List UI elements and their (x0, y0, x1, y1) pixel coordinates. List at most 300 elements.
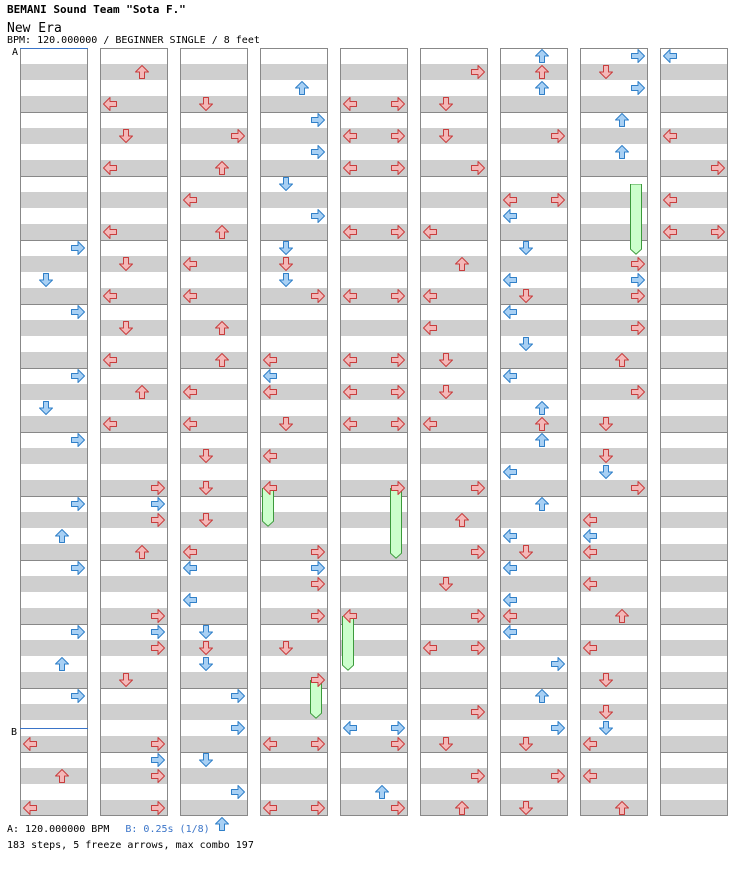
arrow-down-icon (278, 240, 294, 256)
beat-stripe (661, 384, 727, 400)
arrow-right-icon (390, 720, 406, 736)
arrow-right-icon (470, 544, 486, 560)
beat-stripe (181, 448, 247, 464)
arrow-left-icon (342, 416, 358, 432)
beat-stripe (21, 256, 87, 272)
arrow-left-icon (262, 368, 278, 384)
arrow-left-icon (262, 448, 278, 464)
beat-stripe (341, 192, 407, 208)
arrow-down-icon (598, 416, 614, 432)
arrow-right-icon (390, 736, 406, 752)
arrow-right-icon (390, 384, 406, 400)
beat-stripe (501, 320, 567, 336)
beat-stripe (501, 736, 567, 752)
measure (580, 624, 648, 688)
beat-stripe (341, 768, 407, 784)
arrow-right-icon (630, 272, 646, 288)
marker-a-label: A (12, 47, 19, 58)
arrow-right-icon (630, 288, 646, 304)
arrow-up-icon (374, 784, 390, 800)
arrow-down-icon (198, 752, 214, 768)
arrow-right-icon (150, 512, 166, 528)
beat-stripe (101, 576, 167, 592)
beat-stripe (181, 672, 247, 688)
measure (420, 624, 488, 688)
beat-stripe (421, 128, 487, 144)
arrow-left-icon (422, 224, 438, 240)
marker-line-a (20, 48, 88, 49)
arrow-left-icon (502, 624, 518, 640)
arrow-down-icon (118, 672, 134, 688)
arrow-up-icon (614, 800, 630, 816)
arrow-up-icon (454, 512, 470, 528)
arrow-right-icon (470, 480, 486, 496)
beat-stripe (581, 64, 647, 80)
beat-stripe (581, 704, 647, 720)
measure (660, 240, 728, 304)
beat-stripe (581, 160, 647, 176)
arrow-left-icon (342, 720, 358, 736)
measure (420, 688, 488, 752)
arrow-left-icon (22, 736, 38, 752)
arrow-right-icon (470, 768, 486, 784)
beat-stripe (421, 96, 487, 112)
arrow-down-icon (518, 544, 534, 560)
beat-stripe (341, 320, 407, 336)
beat-stripe (261, 128, 327, 144)
beat-stripe (101, 320, 167, 336)
arrow-left-icon (422, 320, 438, 336)
arrow-right-icon (390, 160, 406, 176)
measure (660, 432, 728, 496)
arrow-down-icon (278, 176, 294, 192)
arrow-down-icon (198, 640, 214, 656)
arrow-left-icon (262, 800, 278, 816)
beat-stripe (341, 64, 407, 80)
beat-stripe (21, 128, 87, 144)
arrow-down-icon (598, 720, 614, 736)
beat-stripe (21, 192, 87, 208)
arrow-up-icon (134, 544, 150, 560)
arrow-up-icon (134, 384, 150, 400)
arrow-right-icon (230, 128, 246, 144)
arrow-left-icon (582, 528, 598, 544)
arrow-down-icon (118, 256, 134, 272)
beat-stripe (21, 64, 87, 80)
measure (660, 688, 728, 752)
arrow-down-icon (518, 736, 534, 752)
arrow-right-icon (310, 800, 326, 816)
arrow-down-icon (518, 336, 534, 352)
beat-stripe (21, 608, 87, 624)
arrow-right-icon (70, 432, 86, 448)
arrow-right-icon (70, 688, 86, 704)
arrow-right-icon (390, 128, 406, 144)
arrow-right-icon (470, 704, 486, 720)
beat-stripe (661, 704, 727, 720)
measure (20, 176, 88, 240)
beat-stripe (501, 672, 567, 688)
arrow-right-icon (390, 352, 406, 368)
beat-stripe (181, 64, 247, 80)
arrow-right-icon (150, 640, 166, 656)
beat-stripe (501, 480, 567, 496)
beat-stripe (261, 224, 327, 240)
arrow-left-icon (502, 192, 518, 208)
beat-stripe (661, 544, 727, 560)
arrow-down-icon (438, 128, 454, 144)
beat-stripe (421, 448, 487, 464)
beat-stripe (21, 544, 87, 560)
beat-stripe (661, 800, 727, 816)
beat-stripe (501, 640, 567, 656)
marker-line-b (20, 728, 88, 729)
beat-stripe (581, 672, 647, 688)
measure (180, 48, 248, 112)
beat-stripe (101, 128, 167, 144)
beat-stripe (181, 480, 247, 496)
arrow-right-icon (310, 560, 326, 576)
beat-stripe (501, 352, 567, 368)
beat-stripe (581, 416, 647, 432)
arrow-left-icon (22, 800, 38, 816)
arrow-right-icon (230, 720, 246, 736)
arrow-left-icon (502, 208, 518, 224)
arrow-right-icon (150, 608, 166, 624)
arrow-left-icon (182, 592, 198, 608)
arrow-right-icon (390, 96, 406, 112)
beat-stripe (661, 448, 727, 464)
measure (660, 560, 728, 624)
arrow-down-icon (278, 256, 294, 272)
arrow-up-icon (534, 80, 550, 96)
arrow-down-icon (438, 96, 454, 112)
arrow-right-icon (150, 480, 166, 496)
beat-stripe (21, 288, 87, 304)
footer-bpm (7, 824, 210, 835)
beat-stripe (21, 416, 87, 432)
arrow-down-icon (438, 576, 454, 592)
beat-stripe (421, 192, 487, 208)
beat-stripe (661, 320, 727, 336)
arrow-right-icon (70, 560, 86, 576)
beat-stripe (661, 640, 727, 656)
freeze-arrow (389, 488, 405, 559)
arrow-down-icon (278, 640, 294, 656)
beat-stripe (501, 256, 567, 272)
beat-stripe (21, 224, 87, 240)
arrow-left-icon (182, 256, 198, 272)
arrow-left-icon (342, 608, 358, 624)
arrow-right-icon (470, 640, 486, 656)
arrow-left-icon (102, 96, 118, 112)
beat-stripe (501, 288, 567, 304)
beat-stripe (21, 448, 87, 464)
arrow-left-icon (342, 288, 358, 304)
arrow-down-icon (118, 128, 134, 144)
beat-stripe (21, 352, 87, 368)
beat-stripe (101, 448, 167, 464)
beat-stripe (21, 160, 87, 176)
beat-stripe (581, 96, 647, 112)
beat-stripe (501, 576, 567, 592)
beat-stripe (101, 704, 167, 720)
measure (660, 368, 728, 432)
arrow-up-icon (454, 256, 470, 272)
arrow-left-icon (102, 416, 118, 432)
beat-stripe (661, 512, 727, 528)
arrow-left-icon (342, 128, 358, 144)
arrow-left-icon (662, 224, 678, 240)
beat-stripe (21, 480, 87, 496)
beat-stripe (501, 544, 567, 560)
beat-stripe (181, 800, 247, 816)
arrow-right-icon (630, 256, 646, 272)
freeze-arrow (341, 616, 357, 671)
arrow-left-icon (182, 416, 198, 432)
arrow-down-icon (518, 800, 534, 816)
beat-stripe (661, 672, 727, 688)
arrow-left-icon (422, 416, 438, 432)
arrow-left-icon (262, 480, 278, 496)
arrow-left-icon (502, 272, 518, 288)
beat-stripe (21, 512, 87, 528)
measure (660, 624, 728, 688)
beat-stripe (661, 352, 727, 368)
beat-stripe (21, 384, 87, 400)
measure (180, 432, 248, 496)
chart-info: BPM: 120.000000 / BEGINNER SINGLE / 8 feet (7, 35, 260, 46)
beat-stripe (341, 448, 407, 464)
arrow-left-icon (502, 528, 518, 544)
beat-stripe (21, 320, 87, 336)
measure (20, 48, 88, 112)
arrow-right-icon (710, 160, 726, 176)
arrow-left-icon (342, 352, 358, 368)
arrow-up-icon (134, 64, 150, 80)
arrow-left-icon (582, 512, 598, 528)
arrow-up-icon (534, 688, 550, 704)
beat-stripe (21, 576, 87, 592)
beat-stripe (261, 192, 327, 208)
arrow-up-icon (534, 400, 550, 416)
arrow-left-icon (582, 736, 598, 752)
arrow-right-icon (150, 768, 166, 784)
beat-stripe (21, 672, 87, 688)
beat-stripe (501, 96, 567, 112)
arrow-left-icon (342, 224, 358, 240)
arrow-left-icon (582, 576, 598, 592)
arrow-down-icon (38, 400, 54, 416)
arrow-left-icon (502, 464, 518, 480)
beat-stripe (101, 256, 167, 272)
beat-stripe (21, 96, 87, 112)
arrow-up-icon (214, 160, 230, 176)
arrow-left-icon (662, 48, 678, 64)
beat-stripe (661, 768, 727, 784)
footer-stats: 183 steps, 5 freeze arrows, max combo 197 (7, 840, 254, 851)
beat-stripe (261, 256, 327, 272)
measure (660, 752, 728, 816)
arrow-up-icon (214, 224, 230, 240)
arrow-left-icon (422, 640, 438, 656)
arrow-right-icon (710, 224, 726, 240)
beat-stripe (341, 704, 407, 720)
beat-stripe (661, 480, 727, 496)
arrow-left-icon (182, 288, 198, 304)
arrow-left-icon (182, 560, 198, 576)
arrow-up-icon (534, 432, 550, 448)
arrow-down-icon (198, 624, 214, 640)
measure (660, 496, 728, 560)
arrow-up-icon (614, 352, 630, 368)
beat-stripe (261, 416, 327, 432)
arrow-up-icon (214, 352, 230, 368)
song-title: New Era (7, 21, 62, 36)
beat-stripe (661, 416, 727, 432)
measure (580, 368, 648, 432)
artist-title: BEMANI Sound Team "Sota F." (7, 3, 186, 16)
arrow-left-icon (102, 352, 118, 368)
arrow-up-icon (614, 608, 630, 624)
chart-column (580, 48, 648, 816)
arrow-right-icon (390, 480, 406, 496)
arrow-left-icon (102, 160, 118, 176)
arrow-left-icon (102, 224, 118, 240)
arrow-down-icon (198, 96, 214, 112)
beat-stripe (261, 160, 327, 176)
beat-stripe (581, 128, 647, 144)
arrow-up-icon (534, 64, 550, 80)
arrow-right-icon (310, 544, 326, 560)
arrow-down-icon (518, 240, 534, 256)
beat-stripe (181, 640, 247, 656)
arrow-right-icon (70, 496, 86, 512)
arrow-right-icon (310, 144, 326, 160)
arrow-down-icon (198, 480, 214, 496)
beat-stripe (661, 96, 727, 112)
arrow-right-icon (70, 368, 86, 384)
beat-stripe (101, 672, 167, 688)
arrow-right-icon (70, 624, 86, 640)
beat-stripe (421, 736, 487, 752)
arrow-left-icon (182, 384, 198, 400)
arrow-up-icon (214, 320, 230, 336)
beat-stripe (21, 704, 87, 720)
beat-stripe (501, 448, 567, 464)
beat-stripe (501, 512, 567, 528)
arrow-left-icon (262, 352, 278, 368)
arrow-right-icon (470, 160, 486, 176)
arrow-down-icon (198, 656, 214, 672)
arrow-left-icon (262, 736, 278, 752)
beat-stripe (501, 224, 567, 240)
arrow-up-icon (614, 112, 630, 128)
arrow-down-icon (438, 384, 454, 400)
arrow-left-icon (502, 304, 518, 320)
arrow-up-icon (54, 768, 70, 784)
arrow-right-icon (150, 736, 166, 752)
beat-stripe (501, 800, 567, 816)
beat-stripe (181, 768, 247, 784)
measure (20, 112, 88, 176)
beat-stripe (21, 640, 87, 656)
beat-stripe (421, 576, 487, 592)
arrow-right-icon (550, 128, 566, 144)
arrow-down-icon (598, 704, 614, 720)
beat-stripe (501, 704, 567, 720)
arrow-up-icon (534, 496, 550, 512)
arrow-right-icon (150, 496, 166, 512)
beat-stripe (581, 448, 647, 464)
beat-stripe (661, 288, 727, 304)
arrow-left-icon (662, 128, 678, 144)
arrow-right-icon (70, 240, 86, 256)
arrow-right-icon (310, 672, 326, 688)
arrow-down-icon (278, 272, 294, 288)
beat-stripe (661, 256, 727, 272)
arrow-left-icon (582, 544, 598, 560)
beat-stripe (101, 192, 167, 208)
bpm-a-text: A: 120.000000 BPM (7, 824, 110, 835)
arrow-left-icon (182, 192, 198, 208)
beat-stripe (501, 384, 567, 400)
arrow-up-icon (214, 816, 230, 832)
arrow-right-icon (310, 576, 326, 592)
arrow-right-icon (310, 288, 326, 304)
arrow-left-icon (182, 544, 198, 560)
arrow-right-icon (630, 80, 646, 96)
arrow-right-icon (310, 208, 326, 224)
beat-stripe (421, 352, 487, 368)
arrow-left-icon (582, 768, 598, 784)
measure (660, 304, 728, 368)
measure (180, 624, 248, 688)
arrow-right-icon (310, 112, 326, 128)
measure (500, 112, 568, 176)
arrow-right-icon (550, 720, 566, 736)
beat-stripe (181, 736, 247, 752)
arrow-left-icon (342, 160, 358, 176)
arrow-up-icon (614, 144, 630, 160)
arrow-right-icon (390, 416, 406, 432)
arrow-right-icon (630, 48, 646, 64)
beat-stripe (661, 64, 727, 80)
beat-stripe (341, 256, 407, 272)
arrow-left-icon (502, 608, 518, 624)
beat-stripe (181, 96, 247, 112)
arrow-right-icon (150, 752, 166, 768)
arrow-right-icon (70, 304, 86, 320)
arrow-up-icon (534, 48, 550, 64)
arrow-up-icon (534, 416, 550, 432)
arrow-up-icon (54, 656, 70, 672)
arrow-up-icon (294, 80, 310, 96)
beat-stripe (261, 64, 327, 80)
beat-stripe (501, 160, 567, 176)
measure (420, 304, 488, 368)
arrow-left-icon (502, 368, 518, 384)
arrow-right-icon (630, 320, 646, 336)
arrow-right-icon (310, 608, 326, 624)
beat-stripe (181, 512, 247, 528)
beat-stripe (261, 320, 327, 336)
marker-b-label: B (11, 727, 18, 738)
measure (500, 752, 568, 816)
arrow-down-icon (598, 64, 614, 80)
arrow-right-icon (150, 624, 166, 640)
arrow-right-icon (550, 768, 566, 784)
